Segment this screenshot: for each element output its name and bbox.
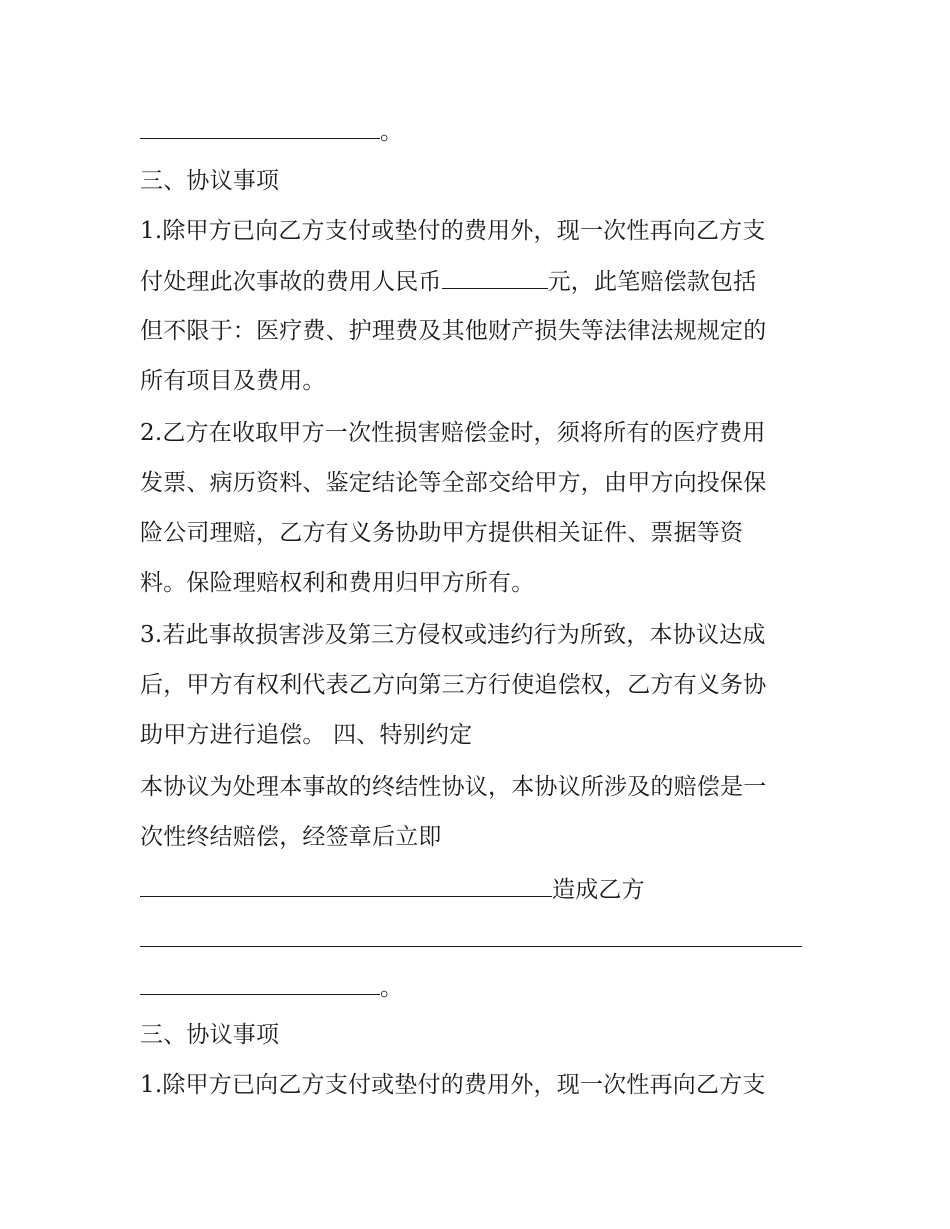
fill-in-blank [140, 116, 380, 139]
text-line [140, 924, 802, 955]
line-text: 元，此笔赔偿款包括 [547, 269, 757, 295]
text-line: 1.除甲方已向乙方支付或垫付的费用外，现一次性再向乙方支 [140, 1072, 766, 1098]
text-line: 本协议为处理本事故的终结性协议，本协议所涉及的赔偿是一 [140, 774, 767, 800]
text-line: 但不限于：医疗费、护理费及其他财产损失等法律法规规定的 [140, 318, 767, 344]
text-line: 1.除甲方已向乙方支付或垫付的费用外，现一次性再向乙方支 [140, 218, 766, 244]
line-text: 付处理此次事故的费用人民币 [140, 269, 442, 295]
text-line: 后，甲方有权利代表乙方向第三方行使追偿权，乙方有义务协 [140, 672, 767, 698]
text-line: 所有项目及费用。 [140, 368, 326, 394]
text-line [140, 116, 403, 147]
fill-in-blank [140, 874, 552, 897]
text-line: 发票、病历资料、鉴定结论等全部交给甲方，由甲方向投保保 [140, 470, 767, 496]
line-text: 造成乙方 [552, 877, 645, 903]
section-heading: 三、协议事项 [140, 1022, 280, 1048]
fill-in-blank [140, 972, 380, 995]
text-line: 3.若此事故损害涉及第三方侵权或违约行为所致，本协议达成 [140, 622, 766, 648]
line-text: 。 [380, 975, 404, 1001]
fill-in-blank [442, 266, 548, 289]
text-line: 助甲方进行追偿。 四、特别约定 [140, 722, 473, 748]
section-heading: 三、协议事项 [140, 168, 280, 194]
text-line [140, 972, 403, 1003]
text-line: 料。保险理赔权利和费用归甲方所有。 [140, 570, 535, 596]
line-text: 。 [380, 119, 404, 145]
text-line: 2.乙方在收取甲方一次性损害赔偿金时，须将所有的医疗费用 [140, 420, 766, 446]
text-line [140, 266, 756, 297]
text-line: 险公司理赔，乙方有义务协助甲方提供相关证件、票据等资 [140, 520, 744, 546]
fill-in-blank [140, 924, 802, 947]
text-line [140, 874, 645, 905]
text-line: 次性终结赔偿，经签章后立即 [140, 824, 442, 850]
